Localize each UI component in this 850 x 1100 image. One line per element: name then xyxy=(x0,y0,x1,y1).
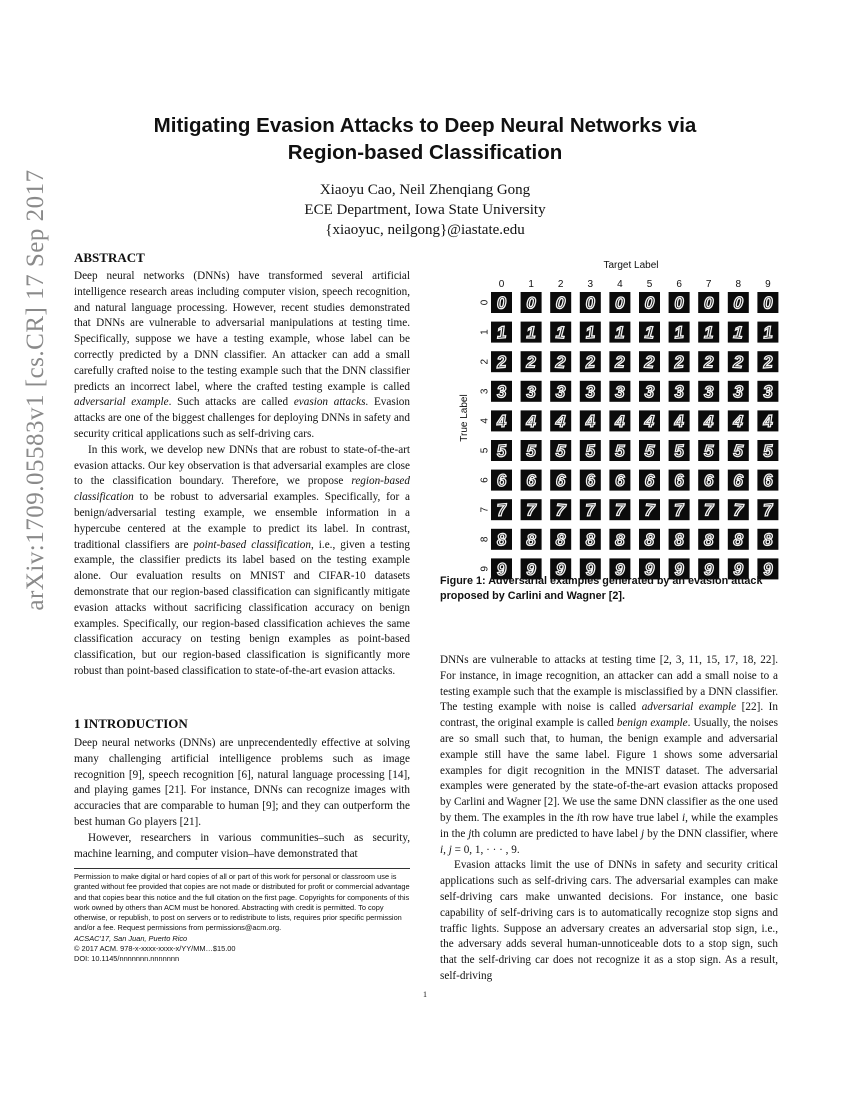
author-names: Xiaoyu Cao, Neil Zhenqiang Gong xyxy=(319,182,531,198)
digit-glyph: 9 xyxy=(555,559,567,580)
digit-glyph: 6 xyxy=(496,470,507,491)
abstract-heading: ABSTRACT xyxy=(74,250,145,265)
affiliation: ECE Department, Iowa State University xyxy=(304,202,546,218)
digit-glyph: 0 xyxy=(496,293,507,313)
digit-glyph: 1 xyxy=(526,323,536,343)
digit-glyph: 9 xyxy=(496,559,507,580)
digit-glyph: 0 xyxy=(732,293,744,313)
digit-glyph: 6 xyxy=(615,471,625,491)
digit-glyph: 9 xyxy=(526,559,536,579)
digit-glyph: 4 xyxy=(732,411,744,432)
digit-glyph: 4 xyxy=(496,411,507,432)
digit-glyph: 0 xyxy=(555,293,567,313)
row-tick-label: 3 xyxy=(479,388,491,395)
digit-glyph: 3 xyxy=(615,382,625,402)
digit-glyph: 3 xyxy=(703,382,714,402)
digit-glyph: 7 xyxy=(584,500,596,521)
digit-glyph: 7 xyxy=(496,500,507,521)
digit-glyph: 8 xyxy=(496,529,507,550)
acm-footnote xyxy=(74,868,410,965)
digit-glyph: 7 xyxy=(732,500,744,521)
digit-glyph: 7 xyxy=(703,500,714,520)
digit-glyph: 1 xyxy=(673,322,685,343)
digit-glyph: 8 xyxy=(732,529,744,550)
arxiv-identifier: arXiv:1709.05583v1 [cs.CR] 17 Sep 2017 xyxy=(22,169,49,611)
digit-glyph: 2 xyxy=(615,352,625,372)
digit-glyph: 6 xyxy=(526,471,536,491)
digit-glyph: 5 xyxy=(555,441,567,461)
digit-glyph: 6 xyxy=(673,470,685,491)
digit-glyph: 4 xyxy=(526,411,536,431)
digit-glyph: 6 xyxy=(762,470,774,491)
row-tick-label: 9 xyxy=(479,566,491,572)
copyright: © 2017 ACM. 978-x-xxxx-xxxx-x/YY/MM…$15.00 xyxy=(74,944,236,954)
row-tick-label: 1 xyxy=(479,329,491,335)
digit-glyph: 1 xyxy=(615,323,625,343)
digit-glyph: 1 xyxy=(762,322,774,343)
digit-glyph: 8 xyxy=(762,529,774,550)
abstract-paragraph-1: Deep neural networks (DNNs) have transformed several artificial intelligence research areas including computer vision, speech recognition, and natural language processing. However, recent studies demonstrated that DNNs are vulnerable to adversarial manipulations at testing time. Specifically, suppose we have a testing example, whose label can be correctly predicted by a DNN classifier. An attacker can add a small carefully crafted noise to the testing example such that the DNN classifier predicts an incorrect label, where the crafted testing example is called adversarial example. Such attacks are called evasion attacks. Evasion attacks are one of the biggest challenges for deploying DNNs in safety and security critical applications such as self-driving cars. xyxy=(74,270,410,440)
digit-glyph: 5 xyxy=(732,441,744,461)
digit-glyph: 7 xyxy=(555,500,567,521)
digit-glyph: 6 xyxy=(732,470,744,491)
column-tick-label: 7 xyxy=(705,279,712,290)
column-tick-label: 2 xyxy=(557,279,564,290)
introduction-heading: 1 INTRODUCTION xyxy=(74,716,188,731)
digit-glyph: 5 xyxy=(496,441,507,461)
digit-glyph: 2 xyxy=(732,352,744,373)
digit-glyph: 7 xyxy=(615,500,625,520)
column-tick-label: 8 xyxy=(735,279,742,290)
digit-glyph: 2 xyxy=(703,352,714,372)
digit-glyph: 2 xyxy=(526,352,536,372)
digit-glyph: 3 xyxy=(732,381,744,402)
digit-glyph: 6 xyxy=(555,470,567,491)
right-paragraph-2: Evasion attacks limit the use of DNNs in safety and security critical applications such as self-driving cars. The adversarial examples can make self-driving cars make unwanted decisions. For instance, one basic capability of self-driving cars is to automatically recognize stop signs and traffic lights. Suppose an adversary creates an adversarial stop sign, i.e., the adversary adds several human-unnoticeable dots to a stop sign, such that the self-driving car does not recognize it as a stop sign. As a result, self-driving xyxy=(440,859,778,982)
arxiv-stamp xyxy=(8,40,58,740)
digit-glyph: 4 xyxy=(584,411,596,432)
digit-glyph: 5 xyxy=(703,441,714,461)
true-label-title: True Label xyxy=(459,394,470,442)
digit-glyph: 2 xyxy=(555,352,567,373)
digit-glyph: 2 xyxy=(644,352,655,373)
digit-glyph: 3 xyxy=(673,381,685,402)
digit-glyph: 2 xyxy=(584,352,596,373)
digit-glyph: 9 xyxy=(644,559,655,580)
digit-glyph: 5 xyxy=(673,441,685,461)
digit-glyph: 9 xyxy=(584,559,596,580)
digit-glyph: 3 xyxy=(496,381,507,402)
digit-glyph: 0 xyxy=(584,293,596,313)
digit-glyph: 8 xyxy=(615,530,625,550)
digit-glyph: 7 xyxy=(644,500,655,521)
column-tick-label: 5 xyxy=(646,279,653,290)
digit-glyph: 8 xyxy=(673,529,685,550)
column-tick-label: 4 xyxy=(617,279,623,290)
digit-glyph: 2 xyxy=(673,352,685,373)
title-line-2: Region-based Classification xyxy=(287,141,563,164)
column-tick-label: 9 xyxy=(765,279,771,290)
digit-glyph: 0 xyxy=(673,293,685,313)
digit-glyph: 5 xyxy=(644,441,655,461)
digit-glyph: 5 xyxy=(526,441,536,461)
digit-glyph: 1 xyxy=(644,322,655,343)
digit-glyph: 4 xyxy=(644,411,655,432)
title-line-1: Mitigating Evasion Attacks to Deep Neural Networks via xyxy=(153,114,697,137)
author-block xyxy=(100,180,750,240)
permission-notice: Permission to make digital or hard copies of all or part of this work for personal or classroom use is granted without fee provided that copies are not made or distributed for profit or commercial advantage and that copies bear this notice and the full citation on the first page. Copyrights for components of this work owned by others than ACM must be honored. Abstracting with credit is permitted. To copy otherwise, or republish, to post on servers or to redistribute to lists, requires prior specific permission and/or a fee. Request permissions from permissions@acm.org. xyxy=(74,872,410,933)
digit-glyph: 1 xyxy=(732,322,744,343)
row-tick-label: 7 xyxy=(479,506,491,513)
target-label-title: Target Label xyxy=(603,260,659,271)
digit-glyph: 1 xyxy=(584,322,596,343)
intro-paragraph-2: However, researchers in various communities–such as security, machine learning, and computer vision–have demonstrated that xyxy=(74,831,410,860)
figure-1 xyxy=(440,250,778,580)
digit-glyph: 3 xyxy=(526,382,536,402)
digit-glyph: 4 xyxy=(555,411,567,432)
introduction-body xyxy=(74,736,410,862)
digit-glyph: 8 xyxy=(584,529,596,550)
right-column-body xyxy=(440,653,778,985)
digit-glyph: 9 xyxy=(762,559,774,580)
digit-glyph: 5 xyxy=(762,441,774,461)
digit-glyph: 4 xyxy=(762,411,774,432)
abstract-body xyxy=(74,269,410,680)
column-tick-label: 6 xyxy=(676,279,682,290)
digit-glyph: 2 xyxy=(762,352,774,373)
digit-glyph: 1 xyxy=(555,322,567,343)
row-tick-label: 5 xyxy=(479,447,491,454)
digit-glyph: 8 xyxy=(555,529,567,550)
digit-glyph: 9 xyxy=(732,559,744,580)
digit-glyph: 9 xyxy=(703,559,714,579)
digit-glyph: 5 xyxy=(615,441,625,461)
digit-glyph: 3 xyxy=(644,381,655,402)
digit-glyph: 0 xyxy=(703,293,714,313)
digit-glyph: 8 xyxy=(644,529,655,550)
right-paragraph-1: DNNs are vulnerable to attacks at testing time [2, 3, 11, 15, 17, 18, 22]. For instance, in image recognition, an attacker can add a small noise to a testing example such that the example is misclassified by a DNN classifier. The testing example with noise is called adversarial example [22]. In contrast, the original example is called benign example. Usually, the noises are so small such that, to human, the benign example and adversarial example still have the same label. Figure 1 shows some adversarial examples for digit recognition in the MNIST dataset. The adversarial examples were generated by the state-of-the-art evasion attacks proposed by Carlini and Wagner [2]. We use the same DNN classifier as the one used by them. The examples in the ith row have true label i, while the examples in the jth column are predicted to have label j by the DNN classifier, where i, j = 0, 1, · · · , 9. xyxy=(440,654,778,856)
digit-glyph: 7 xyxy=(526,500,536,520)
digit-glyph: 8 xyxy=(703,530,714,550)
row-tick-label: 4 xyxy=(479,418,491,424)
row-tick-label: 6 xyxy=(479,477,491,483)
digit-glyph: 0 xyxy=(615,293,625,313)
digit-glyph: 0 xyxy=(526,293,536,313)
digit-glyph: 6 xyxy=(584,470,596,491)
figure-caption: Figure 1: Adversarial examples generated by an evasion attack proposed by Carlini and Wagner [2]. xyxy=(440,575,763,602)
row-tick-label: 2 xyxy=(479,358,491,365)
paper-title xyxy=(100,112,750,166)
row-tick-label: 8 xyxy=(479,536,491,543)
digit-glyph: 4 xyxy=(673,411,685,432)
digit-glyph: 3 xyxy=(762,381,774,402)
digit-glyph: 3 xyxy=(584,381,596,402)
digit-glyph: 0 xyxy=(762,293,774,313)
digit-glyph: 9 xyxy=(673,559,685,580)
digit-glyph: 5 xyxy=(584,441,596,461)
author-email: {xiaoyuc, neilgong}@iastate.edu xyxy=(325,222,525,238)
digit-glyph: 4 xyxy=(615,411,625,431)
adversarial-examples-grid xyxy=(440,250,778,580)
intro-paragraph-1: Deep neural networks (DNNs) are unprecendentedly effective at solving many challenging artificial intelligence problems such as image recognition [9], speech recognition [6], natural language processing [14], and playing games [21]. For instance, DNNs can recognize images with accuracies that are comparable to human [9]; and they can outperform the best human Go players [21]. xyxy=(74,737,410,828)
digit-glyph: 7 xyxy=(673,500,685,521)
digit-glyph: 2 xyxy=(496,352,507,373)
digit-glyph: 8 xyxy=(526,530,536,550)
digit-glyph: 4 xyxy=(703,411,714,431)
column-tick-label: 3 xyxy=(587,279,594,290)
digit-glyph: 7 xyxy=(762,500,774,521)
digit-glyph: 3 xyxy=(555,381,567,402)
digit-glyph: 6 xyxy=(644,470,655,491)
digit-glyph: 0 xyxy=(644,293,655,313)
digit-glyph: 1 xyxy=(703,323,714,343)
doi: DOI: 10.1145/nnnnnnn.nnnnnnn xyxy=(74,954,180,964)
row-tick-label: 0 xyxy=(479,299,491,306)
digit-glyph: 6 xyxy=(703,471,714,491)
digit-glyph: 1 xyxy=(496,322,507,343)
column-tick-label: 0 xyxy=(498,279,505,290)
column-tick-label: 1 xyxy=(528,279,534,290)
venue: ACSAC'17, San Juan, Puerto Rico xyxy=(74,933,188,943)
page-number: 1 xyxy=(423,990,427,999)
abstract-paragraph-2: In this work, we develop new DNNs that are robust to state-of-the-art evasion attacks. Our key observation is that adversarial examples are close to the classification boundary. Therefore, we propose region-based classification to be robust to adversarial examples. Specifically, for a benign/adversarial testing example, we ensemble information in a hypercube centered at the example to predict its label. In contrast, traditional classifiers are point-based classification, i.e., given a testing example, the classifier predicts its label based on the testing example alone. Our evaluation results on MNIST and CIFAR-10 datasets demonstrate that our region-based classification can significantly mitigate evasion attacks without sacrificing classification accuracy on benign examples. Specifically, our region-based classification achieves the same classification accuracy on testing benign examples as point-based classification, but our region-based classification is significantly more robust than point-based classification to state-of-the-art evasion attacks. xyxy=(74,443,410,677)
digit-glyph: 9 xyxy=(615,559,625,579)
